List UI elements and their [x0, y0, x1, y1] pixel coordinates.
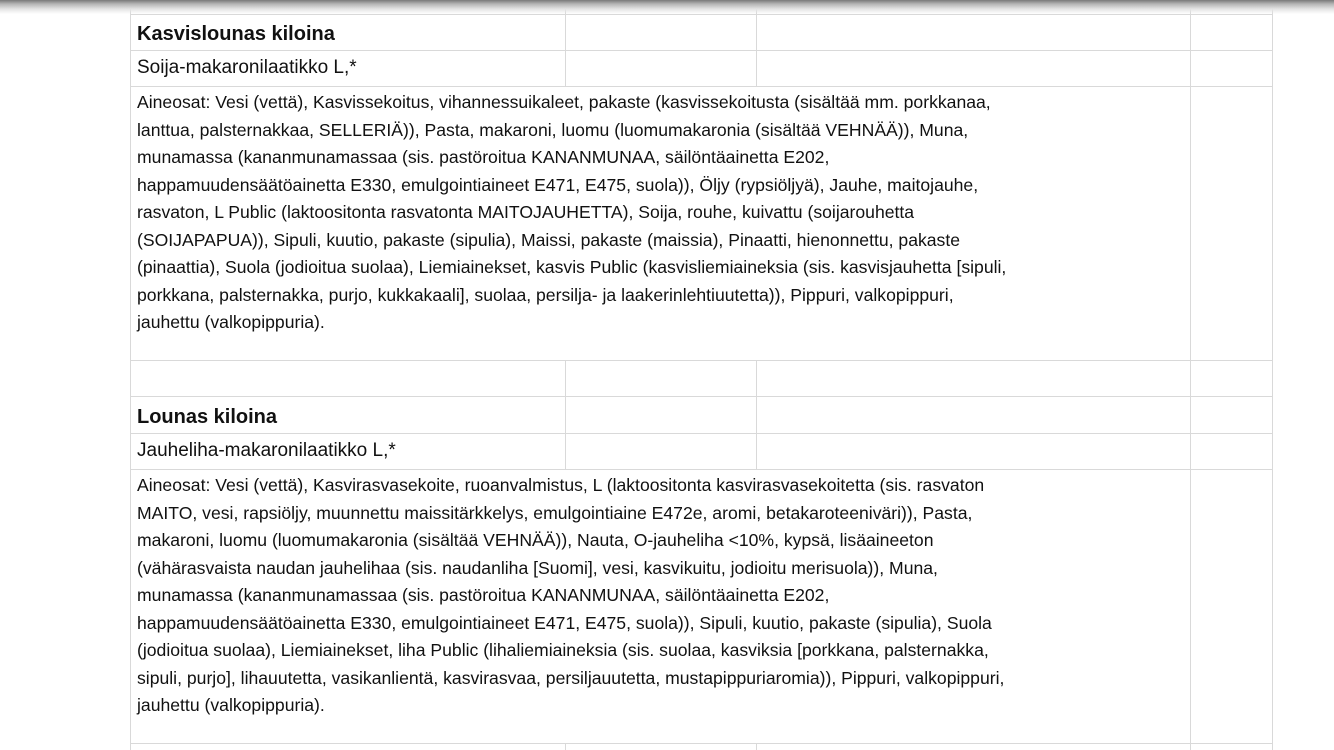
- grid-column-line: [756, 360, 757, 469]
- ingredient-line: makaroni, luomu (luomumakaronia (sisältää VEHNÄÄ)), Nauta, O-jauheliha <10%, kypsä, lisäaineeton: [137, 530, 934, 550]
- ingredient-line: munamassa (kananmunamassaa (sis. pastöroitua KANANMUNAA, säilöntäainetta E202,: [137, 147, 830, 167]
- ingredients-cell[interactable]: [137, 89, 1187, 337]
- ingredient-line: jauhettu (valkopippuria).: [137, 695, 325, 715]
- grid-column-line: [756, 743, 757, 750]
- section-heading[interactable]: Kasvislounas kiloina: [137, 23, 335, 45]
- ingredient-line: happamuudensäätöainetta E330, emulgointiaineet E471, E475, suola)), Sipuli, kuutio, pakaste (sipulia), Suola: [137, 612, 992, 633]
- dish-name[interactable]: Jauheliha-makaronilaatikko L,*: [137, 440, 396, 461]
- ingredient-line: sipuli, purjo], lihauutetta, vasikanlientä, kasvirasvaa, persiljauutetta, mustapippuriaromia)), Pippuri, valkopippuri,: [137, 667, 1005, 688]
- grid-column-line: [1272, 0, 1273, 750]
- grid-row-line: [130, 469, 1273, 470]
- grid-column-line: [565, 360, 566, 469]
- ingredient-line: (pinaattia), Suola (jodioitua suolaa), Liemiainekset, kasvis Public (kasvisliemiaineksia (sis. kasvisjauhetta [sipuli,: [137, 257, 1007, 277]
- ingredient-line: porkkana, palsternakka, purjo, kukkakaali], suolaa, persilja- ja laakerinlehtiuutetta)), Pippuri, valkopippuri,: [137, 284, 954, 305]
- grid-row-line: [130, 433, 1273, 434]
- ingredients-cell[interactable]: [137, 472, 1187, 720]
- ingredient-line: Aineosat: Vesi (vettä), Kasvirasvasekoite, ruoanvalmistus, L (laktoositonta kasvirasvasekoitetta (sis. rasvaton: [137, 475, 985, 495]
- grid-row-line: [130, 743, 1273, 744]
- ingredient-line: Aineosat: Vesi (vettä), Kasvissekoitus, vihannessuikaleet, pakaste (kasvissekoitusta (sisältää mm. porkkanaa,: [137, 92, 991, 112]
- ingredient-line: rasvaton, L Public (laktoositonta rasvatonta MAITOJAUHETTA), Soija, rouhe, kuivattu (soijarouhetta: [137, 202, 915, 222]
- grid-row-line: [130, 86, 1273, 87]
- dish-name[interactable]: Soija-makaronilaatikko L,*: [137, 57, 357, 78]
- grid-row-line: [130, 360, 1273, 361]
- grid-row-line: [130, 50, 1273, 51]
- grid-column-line: [1190, 0, 1191, 750]
- grid-row-line: [130, 14, 1273, 15]
- grid-column-line: [565, 743, 566, 750]
- grid-row-line: [130, 396, 1273, 397]
- ingredient-line: (SOIJAPAPUA)), Sipuli, kuutio, pakaste (sipulia), Maissi, pakaste (maissia), Pinaatti, hienonnettu, pakaste: [137, 229, 961, 250]
- ingredient-line: munamassa (kananmunamassaa (sis. pastöroitua KANANMUNAA, säilöntäainetta E202,: [137, 585, 830, 605]
- ingredient-line: jauhettu (valkopippuria).: [137, 312, 325, 332]
- ingredient-line: happamuudensäätöainetta E330, emulgointiaineet E471, E475, suola)), Öljy (rypsiöljyä), Jauhe, maitojauhe,: [137, 174, 979, 195]
- section-heading[interactable]: Lounas kiloina: [137, 406, 278, 428]
- ingredient-line: lanttua, palsternakkaa, SELLERIÄ)), Pasta, makaroni, luomu (luomumakaronia (sisältää VEHNÄÄ)), Muna,: [137, 119, 969, 140]
- ingredient-line: (jodioitua suolaa), Liemiainekset, liha Public (lihaliemiaineksia (sis. suolaa, kasviksia [porkkana, palsternakka,: [137, 640, 989, 660]
- ingredient-line: MAITO, vesi, rapsiöljy, muunnettu maissitärkkelys, emulgointiaine E472e, aromi, betakaroteeniväri)), Pasta,: [137, 502, 973, 523]
- grid-column-line: [130, 0, 131, 750]
- ingredient-line: (vähärasvaista naudan jauhelihaa (sis. naudanliha [Suomi], vesi, kasvikuitu, jodioitu merisuola)), Muna,: [137, 557, 938, 578]
- window-top-shadow: [0, 0, 1334, 14]
